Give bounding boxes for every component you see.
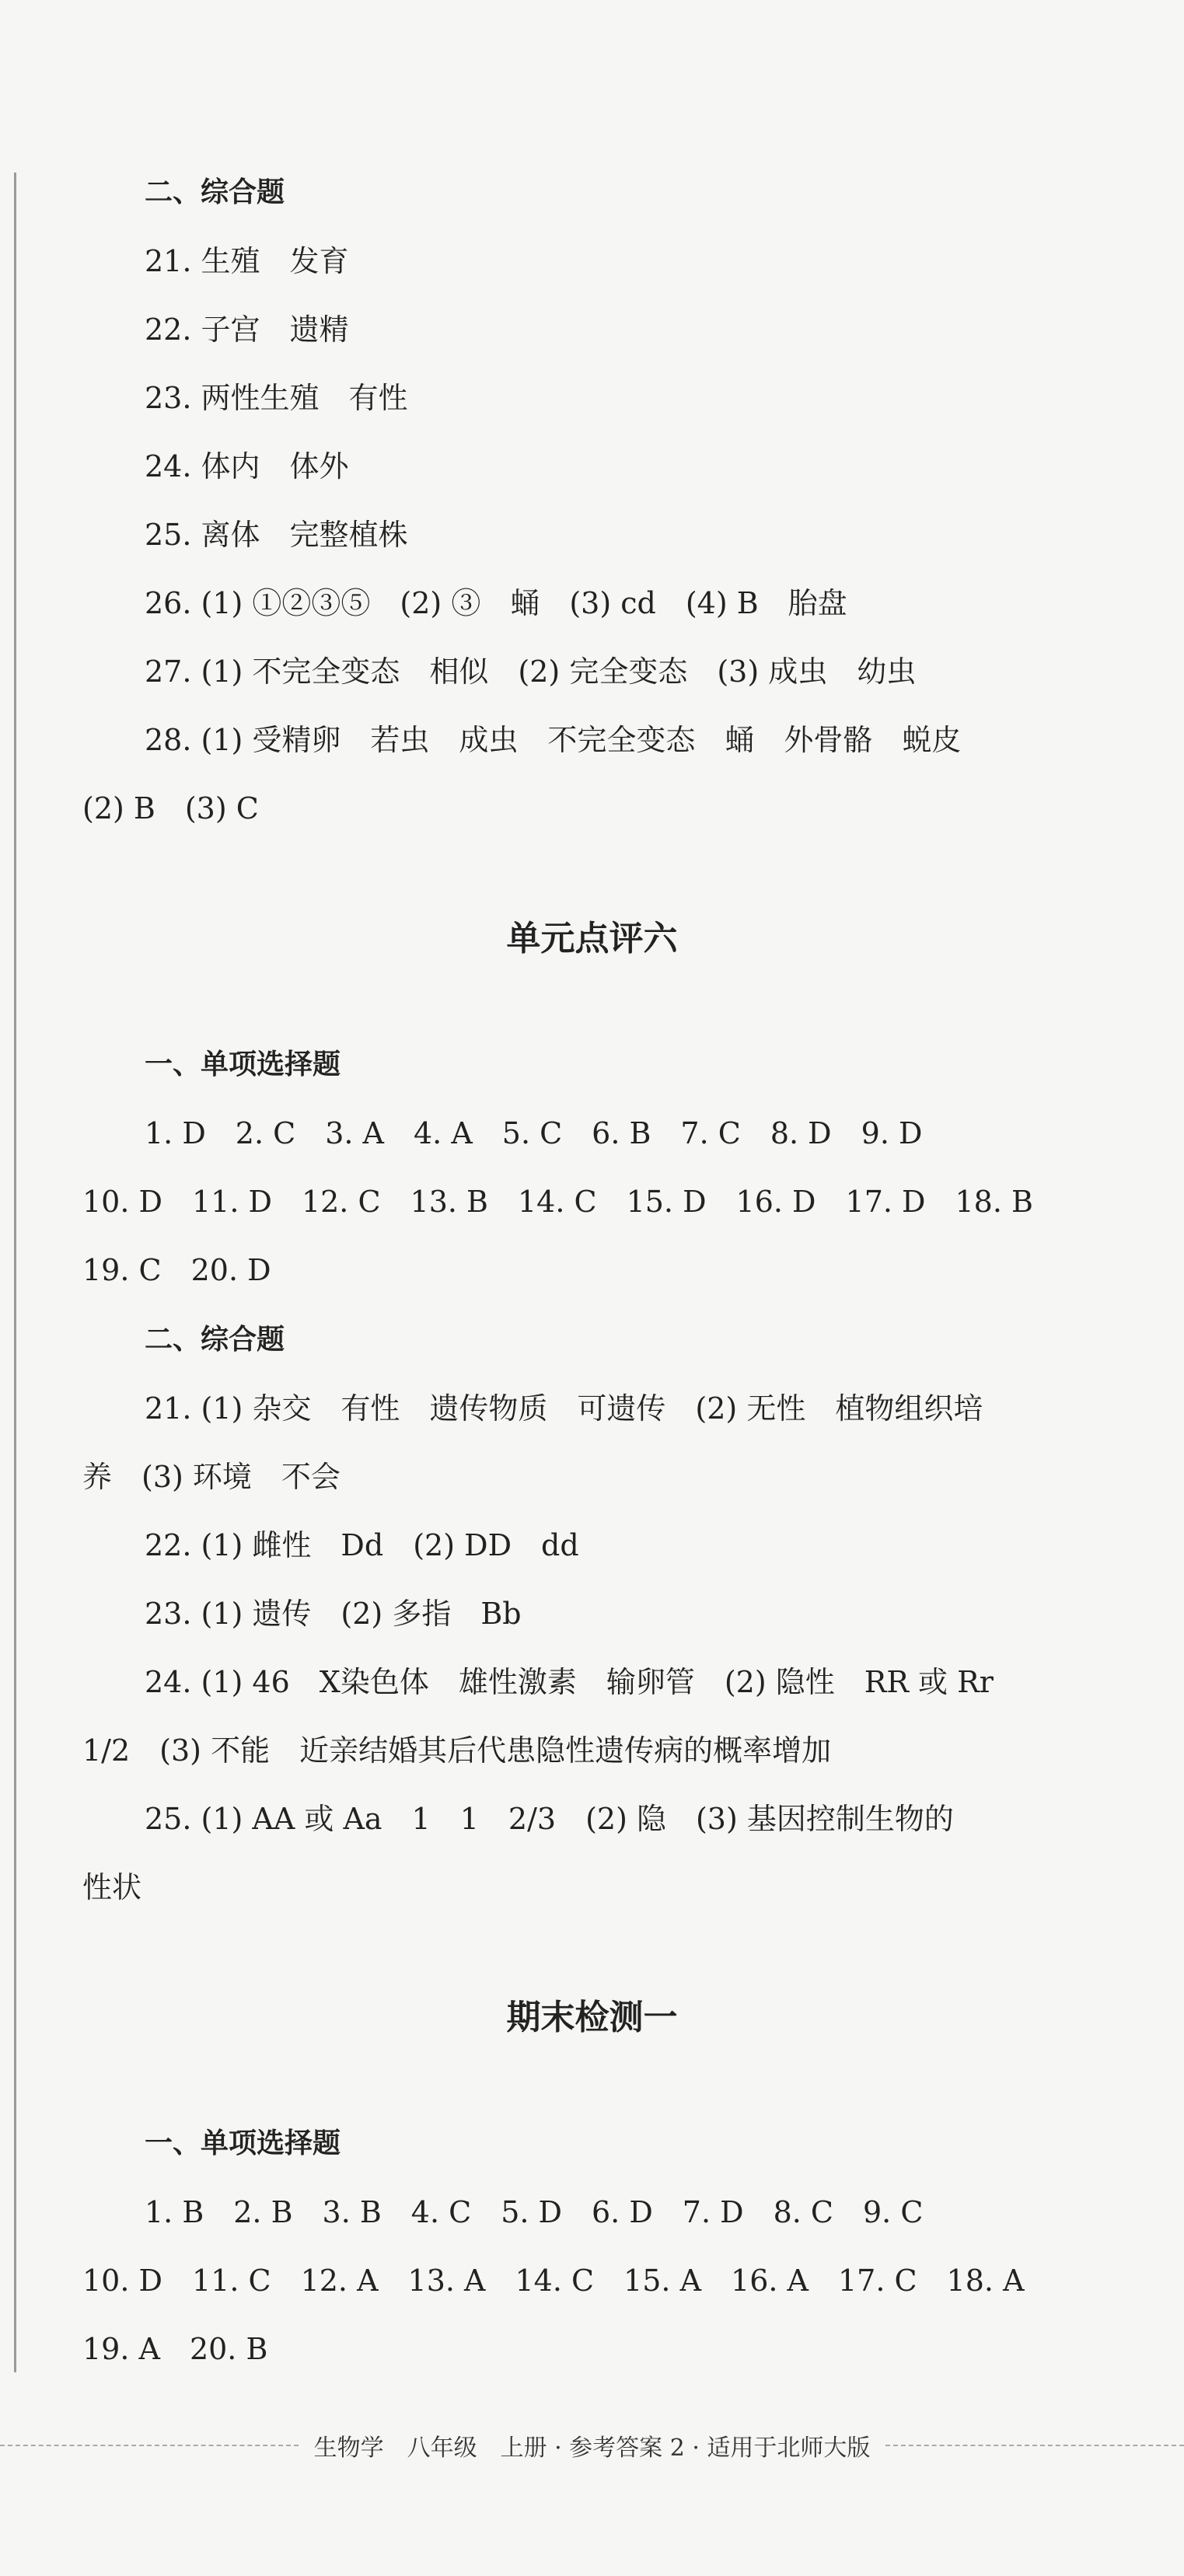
answer-line: 性状 [82,1870,142,1904]
answer-line: 19. A 20. B [82,2332,268,2366]
answer-line: 19. C 20. D [82,1253,271,1287]
answer-line: 23. (1) 遗传 (2) 多指 Bb [145,1597,522,1631]
section-heading: 二、综合题 [145,176,285,208]
answer-line: 22. 子宫 遗精 [145,312,349,347]
answer-line: 22. (1) 雌性 Dd (2) DD dd [145,1528,579,1562]
answer-line: 1. B 2. B 3. B 4. C 5. D 6. D 7. D 8. C 9. C [145,2195,924,2229]
footer-rule [885,2445,1184,2446]
answer-line: 21. (1) 杂交 有性 遗传物质 可遗传 (2) 无性 植物组织培 [145,1391,983,1426]
answer-line: 24. 体内 体外 [145,449,349,483]
answer-line: 24. (1) 46 X染色体 雄性激素 输卵管 (2) 隐性 RR 或 Rr [145,1665,994,1699]
answer-line: 25. 离体 完整植株 [145,518,408,552]
answer-line: 26. (1) ①②③⑤ (2) ③ 蛹 (3) cd (4) B 胎盘 [145,586,847,620]
answer-line: 10. D 11. D 12. C 13. B 14. C 15. D 16. D 17. D 18. B [82,1185,1033,1219]
section-heading: 一、单项选择题 [145,2127,341,2159]
page-footer [0,2424,1184,2467]
answer-line: 10. D 11. C 12. A 13. A 14. C 15. A 16. A 17. C 18. A [82,2264,1025,2298]
footer-text: 生物学 八年级 上册 · 参考答案 2 · 适用于北师大版 [313,2435,871,2462]
answer-line: 养 (3) 环境 不会 [82,1460,341,1494]
answer-line: (2) B (3) C [82,791,259,826]
answer-line: 1. D 2. C 3. A 4. A 5. C 6. B 7. C 8. D 9. D [145,1116,923,1150]
section-title: 期末检测一 [506,1998,678,2037]
footer-rule [0,2445,299,2446]
answer-line: 23. 两性生殖 有性 [145,381,408,415]
answer-line: 27. (1) 不完全变态 相似 (2) 完全变态 (3) 成虫 幼虫 [145,654,917,689]
answer-line: 1/2 (3) 不能 近亲结婚其后代患隐性遗传病的概率增加 [82,1733,832,1768]
answer-line: 21. 生殖 发育 [145,244,349,278]
section-heading: 一、单项选择题 [145,1049,341,1080]
answer-line: 25. (1) AA 或 Aa 1 1 2/3 (2) 隐 (3) 基因控制生物的 [145,1802,954,1836]
section-title: 单元点评六 [506,919,678,958]
answer-line: 28. (1) 受精卵 若虫 成虫 不完全变态 蛹 外骨骼 蜕皮 [145,723,962,757]
section-heading: 二、综合题 [145,1324,285,1356]
